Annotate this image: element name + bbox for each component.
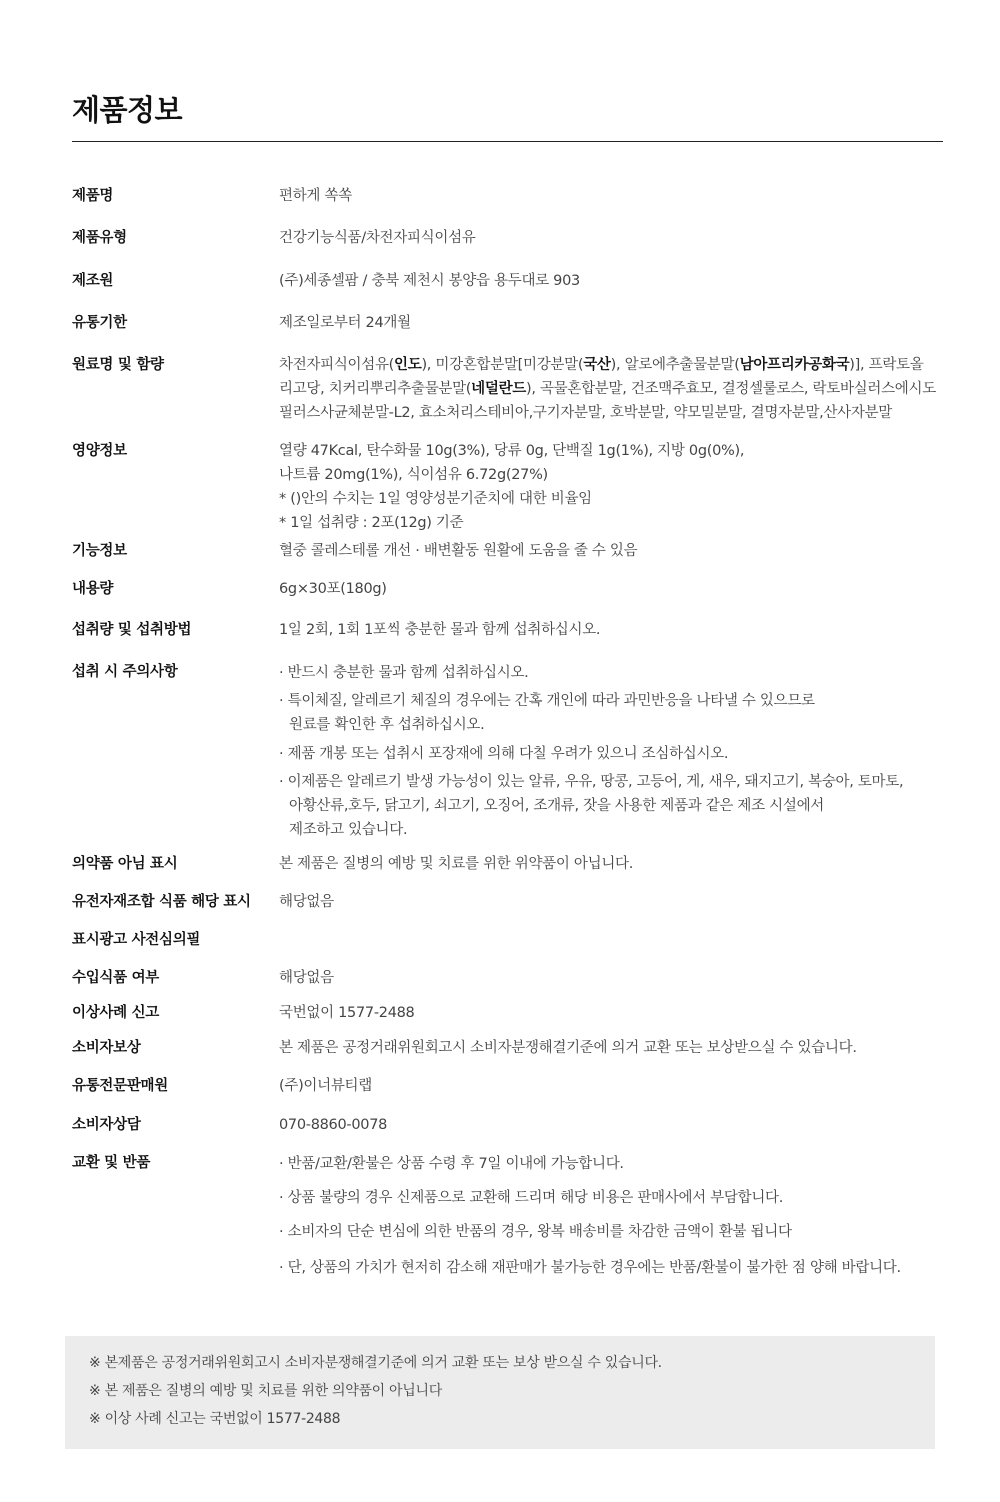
row-value: (주)세종셀팜 / 충북 제천시 봉양읍 용두대로 903 xyxy=(279,273,580,289)
exchange-item: · 단, 상품의 가치가 현저히 감소해 재판매가 불가능한 경우에는 반품/환불이 불가한 점 양해 바랍니다. xyxy=(279,1260,901,1276)
row-value xyxy=(279,660,943,842)
row-label: 유통기한 xyxy=(72,315,127,331)
notice-line: ※ 본 제품은 질병의 예방 및 치료를 위한 의약품이 아닙니다 xyxy=(89,1383,442,1399)
row-label: 소비자상담 xyxy=(72,1117,141,1133)
row-value: 혈중 콜레스테롤 개선 · 배변활동 원활에 도움을 줄 수 있음 xyxy=(279,543,638,559)
row-value: 편하게 쏙쏙 xyxy=(279,188,352,204)
caution-item: · 특이체질, 알레르기 체질의 경우에는 간혹 개인에 따라 과민반응을 나타낼 수 있으므로 xyxy=(279,693,815,709)
row-label: 교환 및 반품 xyxy=(72,1155,151,1171)
row-value xyxy=(279,353,943,425)
row-value: 1일 2회, 1회 1포씩 충분한 물과 함께 섭취하십시오. xyxy=(279,622,601,638)
row-value xyxy=(279,439,943,535)
notice-box xyxy=(65,1336,935,1449)
row-label: 유전자재조합 식품 해당 표시 xyxy=(72,894,251,910)
row-label: 섭취 시 주의사항 xyxy=(72,664,178,680)
title-divider xyxy=(72,141,943,142)
row-value: 070-8860-0078 xyxy=(279,1117,388,1133)
row-label: 제품명 xyxy=(72,188,114,204)
row-label: 영양정보 xyxy=(72,443,127,459)
ingredients-line: 필러스사균체분말-L2, 효소처리스테비아,구기자분말, 호박분말, 약모밀분말, 결명자분말,산사자분말 xyxy=(279,405,893,421)
row-value: (주)이너뷰티랩 xyxy=(279,1078,372,1094)
row-label: 이상사례 신고 xyxy=(72,1005,159,1021)
caution-item: · 제품 개봉 또는 섭취시 포장재에 의해 다칠 우려가 있으니 조심하십시오. xyxy=(279,746,729,762)
nutrition-line: 나트륨 20mg(1%), 식이섬유 6.72g(27%) xyxy=(279,467,548,483)
row-label: 제조원 xyxy=(72,273,114,289)
ingredients-line: 차전자피식이섬유(인도), 미강혼합분말[미강분말(국산), 알로에추출물분말(남아프리카공화국)], 프락토올 xyxy=(279,357,924,373)
caution-item: · 반드시 충분한 물과 함께 섭취하십시오. xyxy=(279,665,529,681)
row-label: 표시광고 사전심의필 xyxy=(72,932,201,948)
row-value: 해당없음 xyxy=(279,970,334,986)
caution-item: 제조하고 있습니다. xyxy=(289,822,408,838)
exchange-item: · 반품/교환/환불은 상품 수령 후 7일 이내에 가능합니다. xyxy=(279,1156,624,1172)
row-value: 본 제품은 질병의 예방 및 치료를 위한 위약품이 아닙니다. xyxy=(279,856,634,872)
row-label: 수입식품 여부 xyxy=(72,970,159,986)
page-title: 제품정보 xyxy=(72,93,183,127)
row-value xyxy=(279,1151,943,1280)
row-label: 소비자보상 xyxy=(72,1040,141,1056)
ingredients-line: 리고당, 치커리뿌리추출물분말(네덜란드), 곡물혼합분말, 건조맥주효모, 결정셀룰로스, 락토바실러스에시도 xyxy=(279,381,936,397)
row-value: 제조일로부터 24개월 xyxy=(279,315,411,331)
nutrition-line: 열량 47Kcal, 탄수화물 10g(3%), 당류 0g, 단백질 1g(1%), 지방 0g(0%), xyxy=(279,443,745,459)
caution-item: 아황산류,호두, 닭고기, 쇠고기, 오징어, 조개류, 잣을 사용한 제품과 같은 제조 시설에서 xyxy=(289,798,824,814)
row-label: 원료명 및 함량 xyxy=(72,357,164,373)
nutrition-line: * ()안의 수치는 1일 영양성분기준치에 대한 비율임 xyxy=(279,491,592,507)
notice-line: ※ 이상 사례 신고는 국번없이 1577-2488 xyxy=(89,1411,341,1427)
row-value: 해당없음 xyxy=(279,894,334,910)
row-value: 건강기능식품/차전자피식이섬유 xyxy=(279,230,476,246)
exchange-item: · 소비자의 단순 변심에 의한 반품의 경우, 왕복 배송비를 차감한 금액이 환불 됩니다 xyxy=(279,1224,792,1240)
row-label: 내용량 xyxy=(72,581,114,597)
row-label: 섭취량 및 섭취방법 xyxy=(72,622,192,638)
caution-item: · 이제품은 알레르기 발생 가능성이 있는 알류, 우유, 땅콩, 고등어, 게, 새우, 돼지고기, 복숭아, 토마토, xyxy=(279,774,904,790)
row-label: 제품유형 xyxy=(72,230,127,246)
caution-item: 원료를 확인한 후 섭취하십시오. xyxy=(289,717,485,733)
exchange-item: · 상품 불량의 경우 신제품으로 교환해 드리며 해당 비용은 판매사에서 부담합니다. xyxy=(279,1190,784,1206)
row-label: 유통전문판매원 xyxy=(72,1078,168,1094)
row-value: 6g×30포(180g) xyxy=(279,581,387,597)
notice-line: ※ 본제품은 공정거래위원회고시 소비자분쟁해결기준에 의거 교환 또는 보상 받으실 수 있습니다. xyxy=(89,1355,662,1371)
row-label: 의약품 아님 표시 xyxy=(72,856,178,872)
row-value: 국번없이 1577-2488 xyxy=(279,1005,415,1021)
row-value: 본 제품은 공정거래위원회고시 소비자분쟁해결기준에 의거 교환 또는 보상받으실 수 있습니다. xyxy=(279,1040,857,1056)
row-label: 기능정보 xyxy=(72,543,127,559)
nutrition-line: * 1일 섭취량 : 2포(12g) 기준 xyxy=(279,515,464,531)
